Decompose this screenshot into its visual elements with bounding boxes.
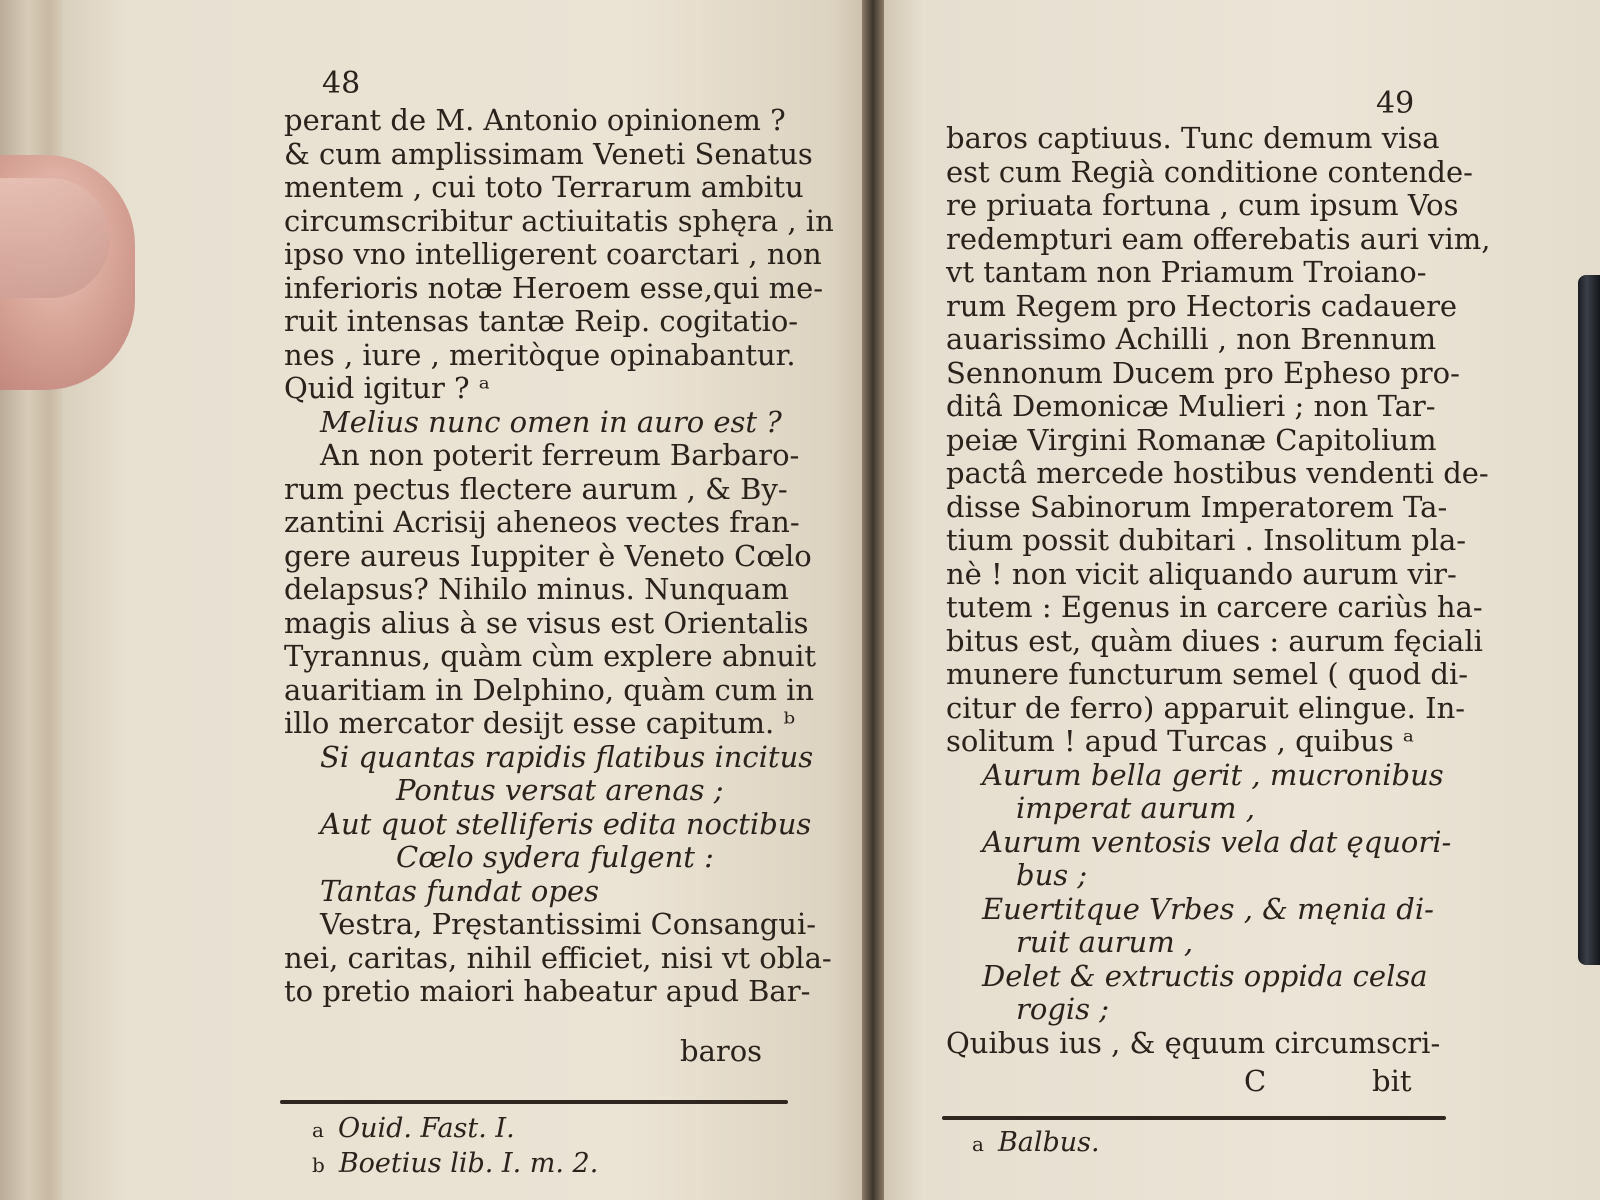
text-line: zantini Acrisij aheneos vectes fran-	[284, 505, 800, 539]
text-line: rum pectus flectere aurum , & By-	[284, 471, 788, 506]
verse-line: Si quantas rapidis flatibus incitus	[320, 739, 814, 774]
signature-mark: C	[1244, 1064, 1267, 1098]
text-line: tutem : Egenus in carcere cariùs ha-	[946, 590, 1483, 624]
text-line: solitum ! apud Turcas , quibus ᵃ	[946, 724, 1415, 758]
verse-line: Melius nunc omen in auro est ?	[320, 404, 782, 439]
text-line: perant de M. Antonio opinionem ?	[284, 103, 786, 137]
catchword-left: baros	[680, 1034, 763, 1068]
left-page-text	[284, 103, 834, 1009]
text-line: vt tantam non Priamum Troiano-	[946, 255, 1427, 289]
right-page-text	[946, 121, 1491, 1060]
verse-line: Cœlo sydera fulgent :	[396, 840, 714, 874]
verse-line: Tantas fundat opes	[320, 873, 599, 908]
footnotes-left	[312, 1112, 598, 1182]
text-line: bitus est, quàm diues : aurum fęciali	[946, 623, 1483, 658]
footnote: a Balbus.	[972, 1127, 1100, 1158]
verse-line: rogis ;	[1016, 992, 1110, 1026]
footnote-rule-right	[942, 1116, 1446, 1120]
text-line: magis alius à se visus est Orientalis	[284, 605, 809, 640]
verse-line: Pontus versat arenas ;	[396, 773, 724, 807]
text-line: Vestra, Pręstantissimi Consangui-	[320, 907, 817, 941]
text-line: gere aureus Iuppiter è Veneto Cœlo	[284, 538, 812, 573]
text-line: peiæ Virgini Romanæ Capitolium	[946, 422, 1437, 457]
text-line: to pretio maiori habeatur apud Bar-	[284, 974, 811, 1008]
verse-line: Aurum ventosis vela dat ęquori-	[982, 824, 1452, 859]
text-line: Quid igitur ? ᵃ	[284, 371, 490, 405]
verse-line: Aut quot stelliferis edita noctibus	[320, 806, 812, 841]
footnotes-right	[972, 1126, 1100, 1161]
text-line: nè ! non vicit aliquando aurum vir-	[946, 556, 1457, 591]
text-line: delapsus? Nihilo minus. Nunquam	[284, 572, 789, 606]
footnote: a Ouid. Fast. I.	[312, 1113, 515, 1144]
text-line: circumscribitur actiuitatis sphęra , in	[284, 203, 834, 238]
text-line: baros captiuus. Tunc demum visa	[946, 121, 1440, 155]
text-line: Sennonum Ducem pro Epheso pro-	[946, 355, 1460, 390]
text-line: nei, caritas, nihil efficiet, nisi vt obla-	[284, 940, 832, 975]
text-line: disse Sabinorum Imperatorem Ta-	[946, 489, 1448, 524]
text-line: est cum Regià conditione contende-	[946, 154, 1473, 189]
text-line: ruit intensas tantæ Reip. cogitatio-	[284, 304, 799, 338]
verse-line: Euertitque Vrbes , & męnia di-	[982, 891, 1434, 926]
text-line: citur de ferro) apparuit elingue. In-	[946, 690, 1466, 725]
verse-line: bus ;	[1016, 858, 1088, 892]
verse-line: Delet & extructis oppida celsa	[982, 958, 1428, 993]
text-line: Quibus ius , & ęquum circumscri-	[946, 1025, 1441, 1060]
text-line: inferioris notæ Heroem esse,qui me-	[284, 270, 824, 305]
verse-line: Aurum bella gerit , mucronibus	[982, 757, 1444, 792]
page-number-left: 48	[322, 66, 361, 101]
text-line: munere functurum semel ( quod di-	[946, 657, 1469, 691]
text-line: nes , iure , meritòque opinabantur.	[284, 337, 796, 372]
text-line: & cum amplissimam Veneti Senatus	[284, 136, 813, 171]
footnote: b Boetius lib. I. m. 2.	[312, 1148, 599, 1179]
text-line: illo mercator desijt esse capitum. ᵇ	[284, 706, 796, 740]
text-line: redempturi eam offerebatis auri vim,	[946, 221, 1491, 256]
text-line: tium possit dubitari . Insolitum pla-	[946, 523, 1467, 557]
text-line: auarissimo Achilli , non Brennum	[946, 322, 1437, 356]
footnote-rule-left	[280, 1100, 788, 1104]
text-line: ipso vno intelligerent coarctari , non	[284, 237, 822, 271]
text-line: pactâ mercede hostibus vendenti de-	[946, 456, 1489, 490]
page-clip	[1578, 275, 1600, 965]
text-line: ditâ Demonicæ Mulieri ; non Tar-	[946, 389, 1436, 423]
book-gutter	[862, 0, 884, 1200]
verse-line: ruit aurum ,	[1016, 925, 1194, 959]
text-line: re priuata fortuna , cum ipsum Vos	[946, 188, 1459, 222]
text-line: mentem , cui toto Terrarum ambitu	[284, 170, 804, 204]
text-line: rum Regem pro Hectoris cadauere	[946, 288, 1458, 323]
text-line: Tyrannus, quàm cùm explere abnuit	[284, 639, 817, 673]
text-line: An non poterit ferreum Barbaro-	[320, 438, 800, 472]
verse-line: imperat aurum ,	[1016, 791, 1255, 825]
catchword-right: bit	[1372, 1064, 1412, 1098]
page-number-right: 49	[1376, 86, 1415, 121]
text-line: auaritiam in Delphino, quàm cum in	[284, 672, 815, 707]
